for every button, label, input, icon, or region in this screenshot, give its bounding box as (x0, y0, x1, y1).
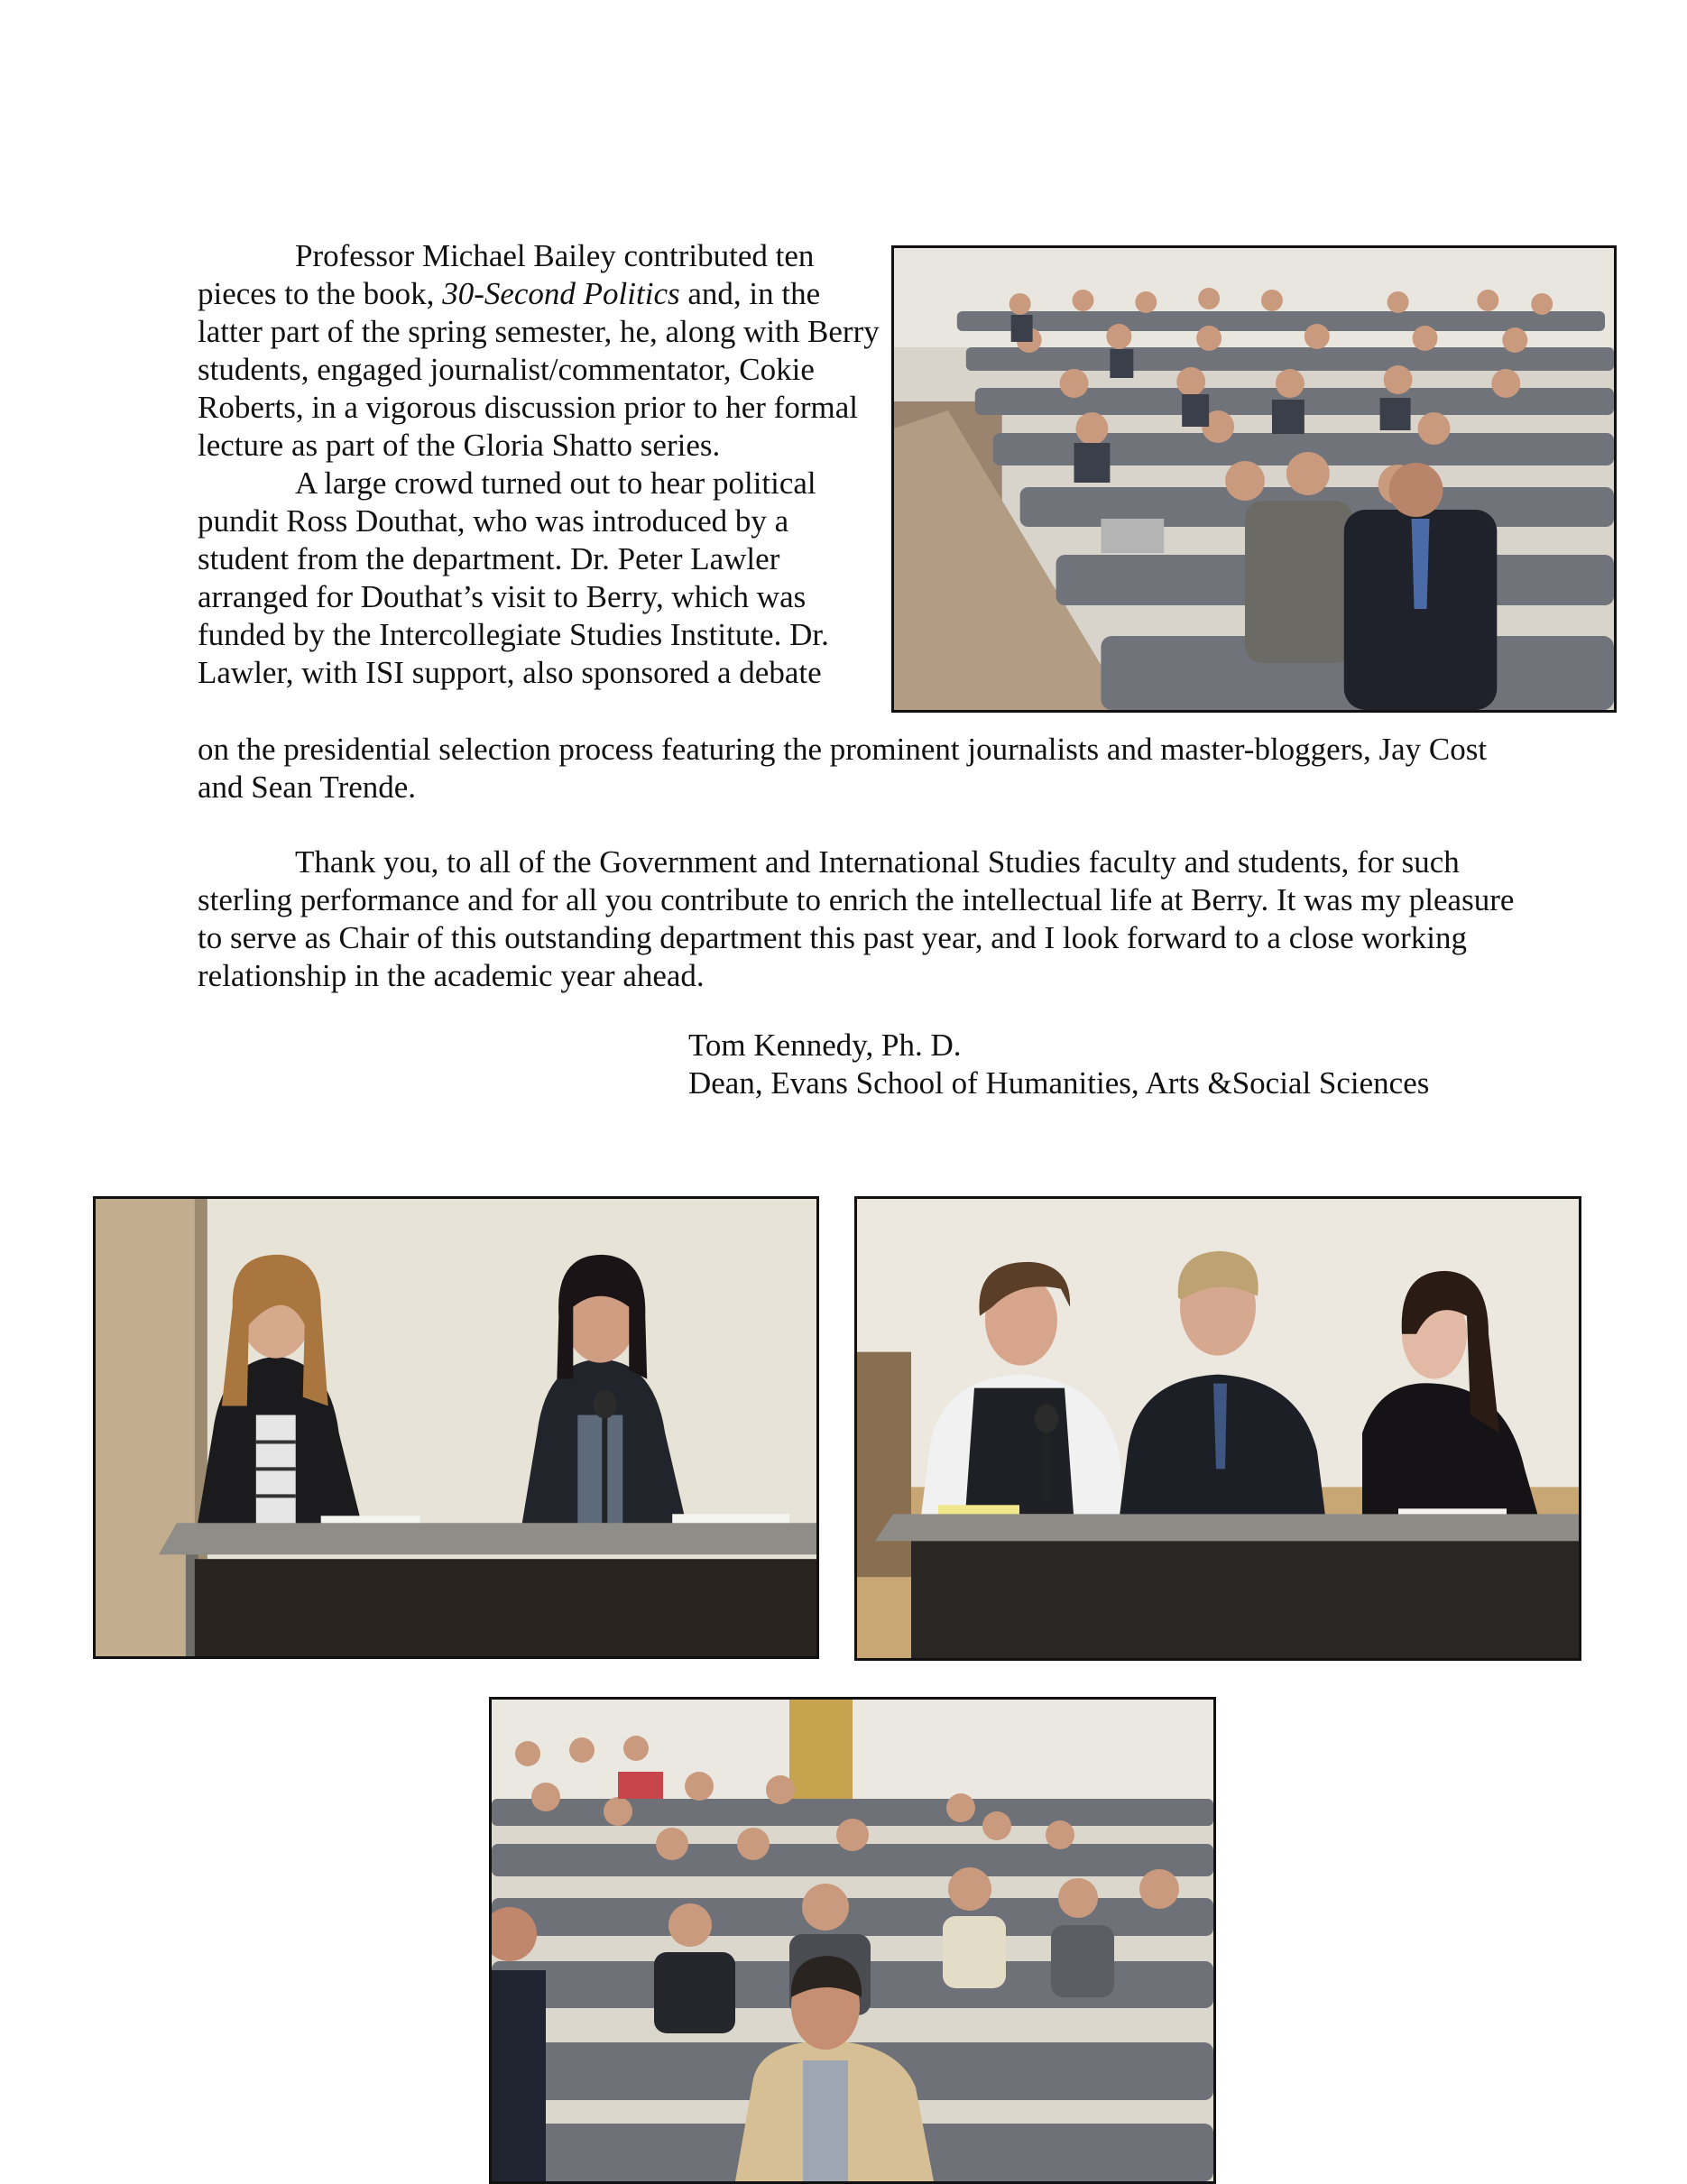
article-paragraph-1 (198, 237, 883, 692)
audience-seated-illustration (492, 1700, 1213, 2181)
photo-audience-lecture-hall (891, 245, 1617, 713)
panel-women-illustration (96, 1199, 816, 1656)
panel-students-illustration (857, 1199, 1579, 1658)
paragraph-1-text-c: A large crowd turned out to hear political pundit Ross Douthat, who was introduced by a student from the department. Dr. Peter Lawler arranged for Douthat’s visit to Berry, which was funded by the Intercollegiate Studies Institute. Dr. Lawler, with ISI support, also sponsored a debate (198, 465, 829, 690)
article-paragraph-2: on the presidential selection process featuring the prominent journalists and master-bloggers, Jay Cost and Sean Trende. (198, 732, 1488, 805)
paragraph-1-text-b: and, in the latter part of the spring semester, he, along with Berry students, engaged journalist/commentator, Cokie Roberts, in a vigorous discussion prior to her formal lecture as part of the Gloria Shatto series. (198, 276, 880, 463)
paragraph-1-text-a: Professor Michael Bailey contributed ten pieces to the book, (198, 238, 815, 311)
signature-name: Tom Kennedy, Ph. D. (688, 1027, 962, 1063)
paragraph-3-text: Thank you, to all of the Government and International Studies faculty and students, for such sterling performance and for all you contribute to enrich the intellectual life at Berry. It was my pleasure to serve as Chair of this outstanding department this past year, and I look forward to a close working relationship in the academic year ahead. (198, 844, 1515, 993)
photo-audience-seated (489, 1697, 1216, 2184)
article-paragraph-3 (198, 843, 1515, 995)
book-title: 30-Second Politics (442, 276, 680, 311)
audience-photo-illustration (894, 248, 1614, 710)
photo-panel-three-students (854, 1196, 1581, 1661)
photo-panel-two-women (93, 1196, 819, 1659)
signature-title: Dean, Evans School of Humanities, Arts &Social Sciences (688, 1065, 1430, 1101)
signature-block (688, 1027, 1590, 1102)
